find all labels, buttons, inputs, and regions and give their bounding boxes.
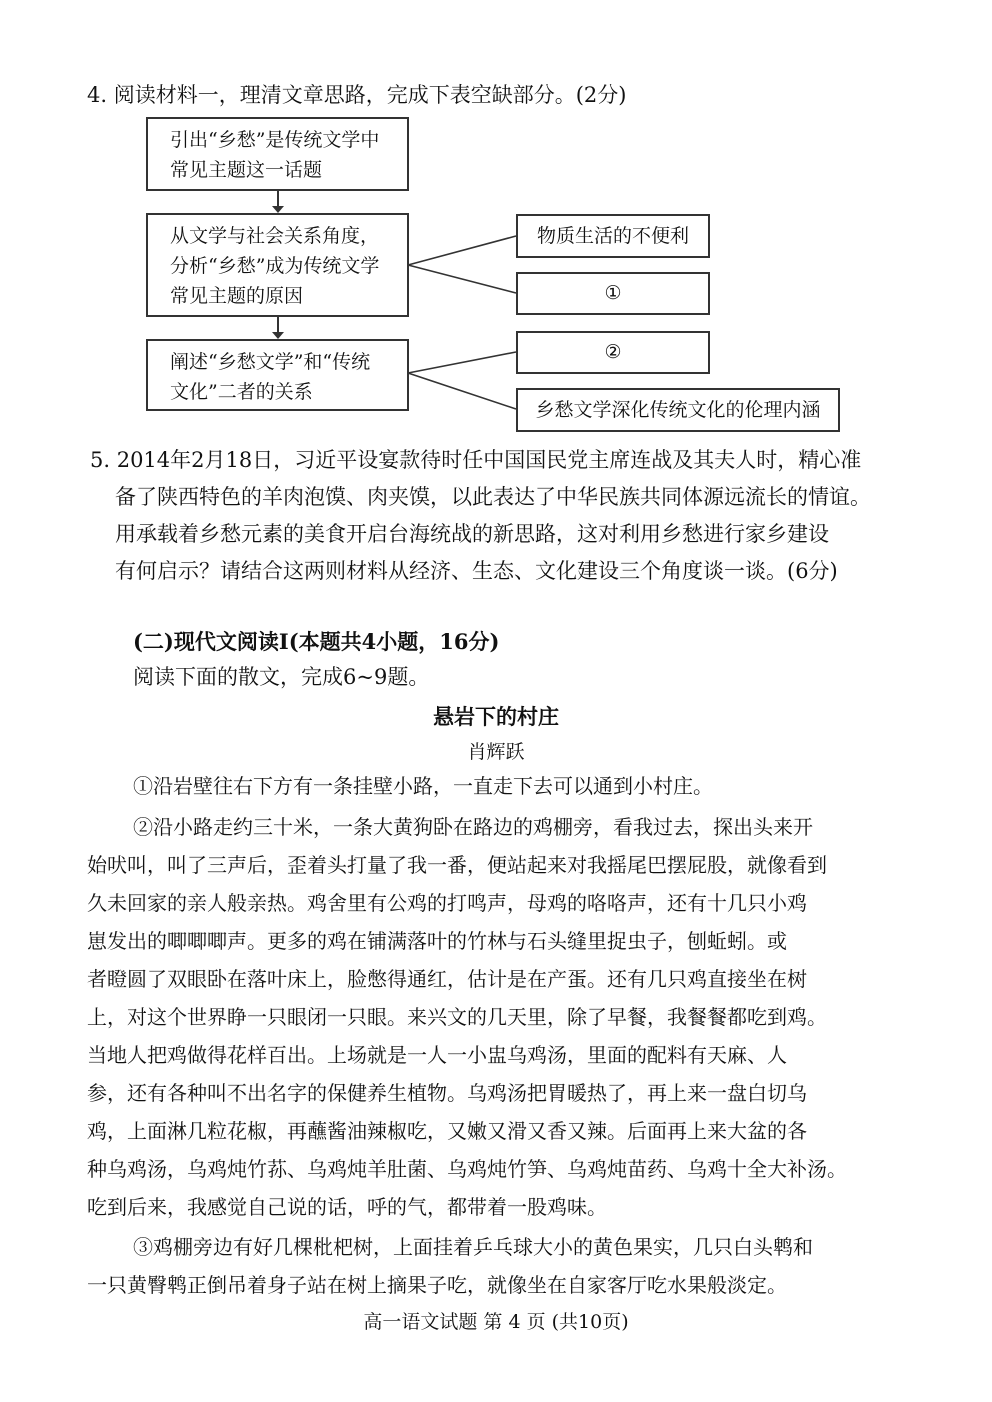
passage-line: 鸡，上面淋几粒花椒，再蘸酱油辣椒吃，又嫩又滑又香又辣。后面再上来大盆的各 — [87, 1119, 807, 1143]
question-5-line-3: 用承载着乡愁元素的美食开启台海统战的新思路，这对利用乡愁进行家乡建设 — [115, 522, 829, 546]
flow-box-introduce-topic — [146, 117, 409, 191]
section-heading: (二)现代文阅读Ⅰ(本题共4小题，16分) — [133, 629, 500, 654]
flow-box-relationship — [146, 339, 409, 411]
passage-line: 上，对这个世界睁一只眼闭一只眼。来兴文的几天里，除了早餐，我餐餐都吃到鸡。 — [87, 1005, 827, 1029]
flow-box-material-life — [516, 214, 710, 258]
passage-line: 久未回家的亲人般亲热。鸡舍里有公鸡的打鸣声，母鸡的咯咯声，还有十几只小鸡 — [87, 891, 807, 915]
flow-box-analyze-reason-text: 从文学与社会关系角度， 分析“乡愁”成为传统文学 常见主题的原因 — [170, 225, 380, 307]
arrow-head-1 — [272, 206, 284, 213]
flow-box-material-life-text: 物质生活的不便利 — [536, 225, 689, 247]
passage-line: 一只黄臀鹎正倒吊着身子站在树上摘果子吃，就像坐在自家客厅吃水果般淡定。 — [87, 1273, 787, 1297]
flow-box-introduce-topic-text: 引出“乡愁”是传统文学中 常见主题这一话题 — [170, 129, 380, 181]
passage-line: 者瞪圆了双眼卧在落叶床上，脸憋得通红，估计是在产蛋。还有几只鸡直接坐在树 — [87, 967, 807, 991]
connector-left2-right2 — [408, 265, 516, 293]
flow-box-blank-1 — [516, 272, 710, 315]
passage-line: 参，还有各种叫不出名字的保健养生植物。乌鸡汤把胃暖热了，再上来一盘白切乌 — [87, 1081, 807, 1105]
passage-line: 当地人把鸡做得花样百出。上场就是一人一小盅乌鸡汤，里面的配料有天麻、人 — [87, 1043, 787, 1067]
flow-box-analyze-reason — [146, 213, 409, 317]
page-footer: 高一语文试题 第 4 页 (共10页) — [363, 1311, 629, 1333]
passage-line: 吃到后来，我感觉自己说的话，呼的气，都带着一股鸡味。 — [87, 1195, 607, 1219]
passage-line: 始吠叫，叫了三声后，歪着头打量了我一番，便站起来对我摇尾巴摆屁股，就像看到 — [87, 853, 827, 877]
connector-left3-right3 — [408, 352, 516, 373]
flow-box-blank-1-label: ① — [604, 282, 622, 304]
flow-box-relationship-text: 阐述“乡愁文学”和“传统 文化”二者的关系 — [170, 351, 371, 403]
flow-box-ethics-text: 乡愁文学深化传统文化的伦理内涵 — [535, 399, 821, 421]
question-5-line-1: 5. 2014年2月18日，习近平设宴款待时任中国国民党主席连战及其夫人时，精心准 — [90, 448, 862, 472]
connector-left3-right4 — [408, 373, 516, 409]
flow-box-blank-2 — [516, 331, 710, 374]
passage-line: 崽发出的唧唧唧声。更多的鸡在铺满落叶的竹林与石头缝里捉虫子，刨蚯蚓。或 — [87, 929, 787, 953]
passage-line: 种乌鸡汤，乌鸡炖竹荪、乌鸡炖羊肚菌、乌鸡炖竹笋、乌鸡炖苗药、乌鸡十全大补汤。 — [87, 1157, 847, 1181]
question-5-line-2: 备了陕西特色的羊肉泡馍、肉夹馍，以此表达了中华民族共同体源远流长的情谊。 — [115, 485, 871, 509]
flow-box-ethics — [516, 388, 840, 432]
question-5-line-4: 有何启示？请结合这两则材料从经济、生态、文化建设三个角度谈一谈。(6分) — [115, 559, 838, 583]
flow-box-blank-2-label: ② — [604, 341, 622, 363]
article-author: 肖辉跃 — [467, 741, 525, 763]
connector-left2-right1 — [408, 236, 516, 265]
passage-line: ③鸡棚旁边有好几棵枇杷树，上面挂着乒乓球大小的黄色果实，几只白头鹎和 — [133, 1235, 813, 1259]
passage-line: ②沿小路走约三十米，一条大黄狗卧在路边的鸡棚旁，看我过去，探出头来开 — [133, 815, 813, 839]
question-4-prompt: 4. 阅读材料一，理清文章思路，完成下表空缺部分。(2分) — [87, 83, 627, 107]
arrow-head-2 — [272, 332, 284, 339]
passage-line: ①沿岩壁往右下方有一条挂壁小路，一直走下去可以通到小村庄。 — [133, 774, 713, 798]
section-instruction: 阅读下面的散文，完成6~9题。 — [133, 665, 430, 689]
article-title: 悬岩下的村庄 — [433, 704, 559, 729]
